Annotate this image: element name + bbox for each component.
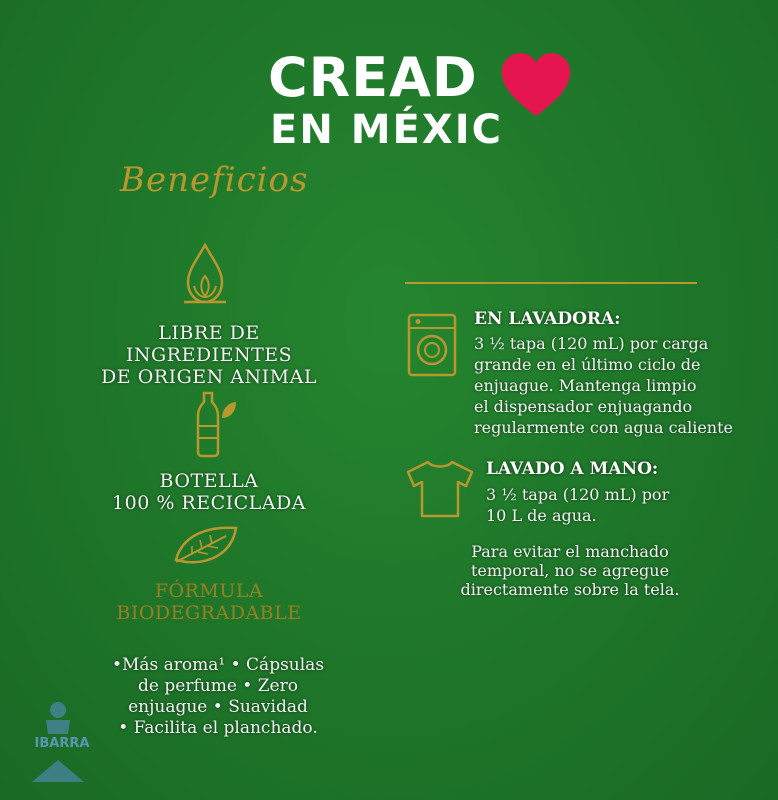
benefit-biodegradable xyxy=(84,580,334,624)
machine-instructions xyxy=(474,333,733,438)
benefit-bullets xyxy=(98,655,338,739)
machine-line-4: el dispensador enjuagando xyxy=(474,397,693,416)
note-line-2: temporal, no se agregue xyxy=(470,561,670,580)
note-line-3: directamente sobre la tela. xyxy=(460,580,680,599)
benefit-2-line-1: BOTELLA xyxy=(159,470,259,492)
bullet-line-2: de perfume • Zero xyxy=(138,676,298,696)
benefit-2-line-2: 100 % RECICLADA xyxy=(112,492,306,514)
bullet-line-1: •Más aroma¹ • Cápsulas xyxy=(111,655,325,675)
title-line-2: EN MÉXIC xyxy=(270,107,503,153)
title-line-1: CREAD xyxy=(268,46,478,109)
hand-line-1: 3 ½ tapa (120 mL) por xyxy=(486,485,670,504)
tshirt-icon xyxy=(404,458,476,520)
machine-line-1: 3 ½ tapa (120 mL) por carga xyxy=(474,334,709,353)
hand-wash-title: LAVADO A MANO: xyxy=(486,459,659,479)
divider-line xyxy=(405,282,697,284)
machine-line-2: grande en el último ciclo de xyxy=(474,355,701,374)
machine-line-3: enjuague. Mantenga limpio xyxy=(474,376,697,395)
ibarra-logo-text: IBARRA xyxy=(34,736,90,751)
heart-icon xyxy=(498,50,574,120)
benefit-3-line-1: FÓRMULA xyxy=(154,580,264,602)
bullet-line-3: enjuague • Suavidad xyxy=(128,697,308,717)
note-line-1: Para evitar el manchado xyxy=(471,542,669,561)
benefit-3-line-2: BIODEGRADABLE xyxy=(116,602,302,624)
benefits-heading: Beneficios xyxy=(120,160,309,200)
hand-line-2: 10 L de agua. xyxy=(486,506,597,525)
benefit-1-line-1: LIBRE DE xyxy=(158,322,260,344)
washing-machine-icon xyxy=(406,312,458,378)
stain-warning-note xyxy=(420,542,720,599)
benefit-1-line-2: INGREDIENTES xyxy=(125,344,293,366)
bullet-line-4: • Facilita el planchado. xyxy=(118,718,318,738)
benefit-recycled-bottle xyxy=(84,470,334,514)
drop-lotus-icon xyxy=(180,242,230,308)
hand-wash-instructions xyxy=(486,484,669,526)
benefit-1-line-3: DE ORIGEN ANIMAL xyxy=(101,366,317,388)
leaf-icon xyxy=(172,522,240,566)
recycled-bottle-icon xyxy=(190,390,238,458)
machine-title: EN LAVADORA: xyxy=(474,309,621,329)
machine-line-5: regularmente con agua caliente xyxy=(474,418,733,437)
benefit-animal-free xyxy=(84,322,334,388)
